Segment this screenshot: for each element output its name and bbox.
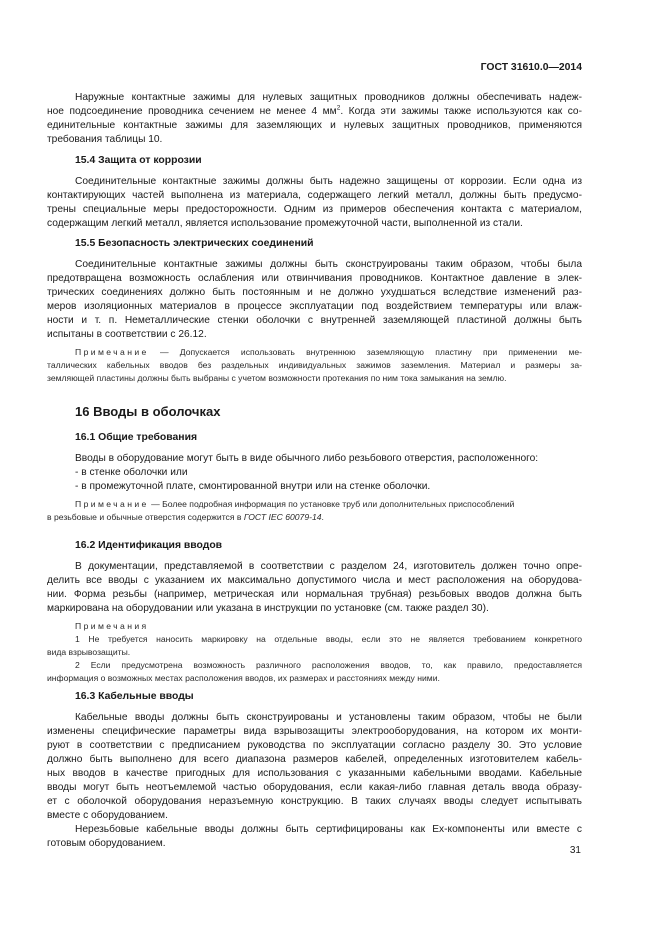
document-header: ГОСТ 31610.0—2014 [480,62,582,73]
note-line: информация о возможных местах расположения вводов, их размерах и расстояниях между ними. [47,673,440,683]
text-line: вместе с оборудованием. [47,810,168,821]
note-line [75,498,582,510]
section-heading-16-1: 16.1 Общие требования [75,432,198,443]
text-line: нии. Форма резьбы (например, метрическая или нормальная трубная) резьбовых вводов должна быть [47,589,582,600]
text-line: изменены специфические параметры вида взрывозащиты электрооборудования, на котором их монти- [47,726,582,737]
section-heading-15-4: 15.4 Защита от коррозии [75,155,202,166]
section-heading-16: 16 Вводы в оболочках [75,404,221,419]
section-heading-16-3: 16.3 Кабельные вводы [75,691,194,702]
text-line: предотвращена возможность ослабления или отвинчивания проводников. Контактное давление в элек- [47,273,582,284]
text-span: ное подсоединение проводника сечением не менее 4 мм [47,106,337,117]
notes-label: Примечания [75,621,149,631]
section-heading-16-2: 16.2 Идентификация вводов [75,540,223,551]
text-line: единительные контактные зажимы для заземляющих и нулевых защитных проводников, применяются [47,120,582,131]
text-line: испытаны в соответствии с 26.12. [47,329,207,340]
text-line: Вводы в оборудование могут быть в виде обычного либо резьбового отверстия, расположенного: [75,453,539,464]
text-line: делить все вводы с указанием их максимально допустимого числа и мест расположения на оборудова- [47,575,582,586]
text-line: требования таблицы 10. [47,134,163,145]
page-number: 31 [569,845,581,856]
text-line: Кабельные вводы должны быть сконструированы и установлены таким образом, чтобы не были [75,712,582,723]
text-line: ности и т. п. Неметаллические стенки оболочки с внутренней заземляющей пластиной должны быть [47,315,582,326]
text-line: трены специальные меры предосторожности. Одним из примеров обеспечения контакта с материалом, [47,204,582,215]
text-line: контактирующих частей выполнена из материала, содержащего легкий металл, должны быть предусмо- [47,190,582,201]
text-line [47,105,582,119]
note-line: 1 Не требуется наносить маркировку на отдельные вводы, если это не является требованием конкретного [75,634,582,644]
note-line: 2 Если предусмотрена возможность различного расположения вводов, то, как правило, предоставляется [75,660,582,670]
text-line: ет с оболочкой оборудования неразъемную конструкцию. В таких случаях вводы следует испытывать [47,796,582,807]
text-span: . [321,512,324,522]
text-line: должно быть выполнено для всего диапазона размеров кабелей, определенных изготовителем кабель- [47,754,582,765]
standard-reference-link: ГОСТ IEC 60079-14 [243,512,322,522]
list-item: - в стенке оболочки или [75,467,188,478]
note-line [47,511,582,523]
section-heading-15-5: 15.5 Безопасность электрических соединений [75,238,314,249]
note-line: земляющей пластины должны быть выбраны с учетом возможности протекания по ним тока замыкания на землю. [47,373,507,383]
text-line: Соединительные контактные зажимы должны быть надежно защищены от коррозии. Если одна из [75,176,582,187]
text-span: в резьбовые и обычные отверстия содержится в [47,512,244,522]
note-label: Примечание [75,347,149,357]
superscript: 2 [336,105,341,112]
text-line: содержащим легкий металл, является использование промежуточной части, выполненной из стали. [47,218,523,229]
text-line: меров изоляционных материалов в процессе эксплуатации под воздействием температуры или влаж- [47,301,582,312]
list-item: - в промежуточной плате, смонтированной внутри или на стенке оболочки. [75,481,431,492]
text-line: Нерезьбовые кабельные вводы должны быть сертифицированы как Ex-компоненты или вместе с [75,824,582,835]
note-label: Примечание [75,499,149,509]
text-line: руют в соответствии с предписанием руководства по эксплуатации согласно разделу 30. Это условие [47,740,582,751]
text-span: . Когда эти зажимы также используются как со- [340,106,582,117]
text-line: готовым оборудованием. [47,838,166,849]
note-line: вида взрывозащиты. [47,647,131,657]
note-line [75,346,582,358]
text-line: вводы могут быть неотъемлемой частью оборудования, если какая-либо главная деталь ввода образу- [47,782,582,793]
text-line: Наружные контактные зажимы для нулевых защитных проводников должны обеспечивать надеж- [75,92,582,103]
text-line: маркирована на оборудовании или указана в инструкции по установке (см. также раздел 30). [47,603,489,614]
text-span: — Более подробная информация по установке труб или дополнительных приспособлений [148,499,515,509]
text-line: трических соединениях должно быть постоянным и не должно ухудшаться вследствие изменений раз- [47,287,582,298]
text-line: В документации, представляемой в соответствии с разделом 24, изготовитель должен точно опре- [75,561,582,572]
text-line: ных вводов в качестве пригодных для использования с указанными кабельными вводами. Кабельные [47,768,582,779]
text-span: — Допускается использовать внутреннюю заземляющую пластину при применении ме- [148,347,582,357]
note-line: таллических кабельных вводов без раздельных индивидуальных зажимов заземления. Материал и размеры за- [47,360,582,370]
text-line: Соединительные контактные зажимы должны быть сконструированы таким образом, чтобы была [75,259,582,270]
